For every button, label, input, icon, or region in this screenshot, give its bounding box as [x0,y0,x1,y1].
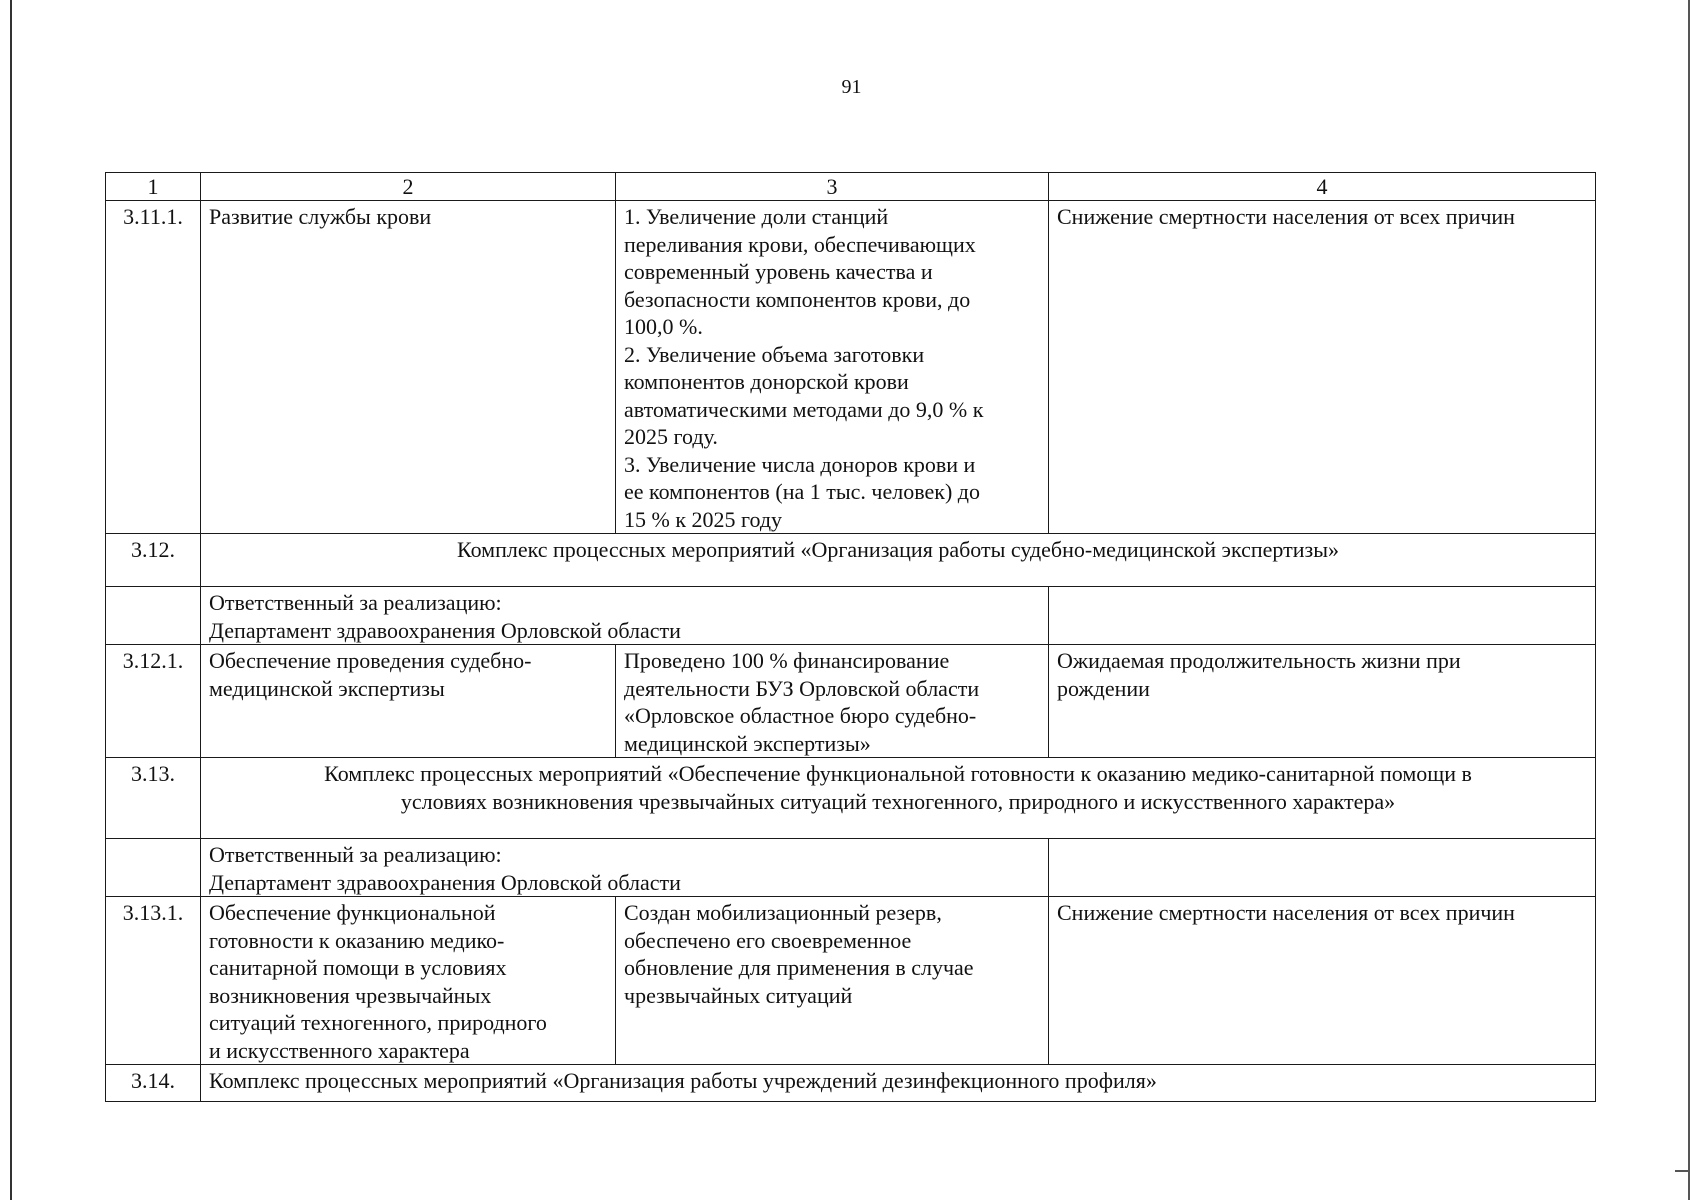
section-title: Комплекс процессных мероприятий «Организация работы судебно-медицинской экспертизы» [201,534,1596,587]
responsible-label: Ответственный за реализацию: [209,842,502,867]
column-number-4: 4 [1049,173,1596,201]
row-number: 3.13.1. [106,897,201,1065]
result-line: деятельности БУЗ Орловской области [624,675,980,701]
activity-line: санитарной помощи в условиях [209,955,507,980]
result-line: автоматическими методами до 9,0 % к [624,396,984,422]
scan-edge-bottom [1675,1170,1690,1172]
row-number: 3.13. [106,758,201,839]
empty-cell [1049,839,1596,897]
linked-indicator [1049,645,1596,758]
result-line: Создан мобилизационный резерв, [624,900,942,925]
row-number: 3.14. [106,1065,201,1102]
table-row-3-13-1 [106,897,1596,1065]
result-line: компонентов донорской крови [624,369,909,394]
activity-line: Обеспечение функциональной [209,900,496,925]
activity-line: готовности к оказанию медико- [209,927,505,953]
scan-edge-right [1688,0,1690,1200]
activity-name [201,645,616,758]
expected-results [616,645,1049,758]
responsible-row-3-13 [106,839,1596,897]
scan-edge-left [10,0,12,1200]
expected-results [616,201,1049,534]
result-line: 3. Увеличение числа доноров крови и [624,451,976,477]
activity-name: Развитие службы крови [201,201,616,534]
indicator-line: рождении [1057,675,1150,701]
result-line: обновление для применения в случае [624,955,974,980]
responsible-label: Ответственный за реализацию: [209,590,502,615]
column-number-1: 1 [106,173,201,201]
column-number-row [106,173,1596,201]
page-number: 91 [841,76,862,98]
column-number-3: 3 [616,173,1049,201]
row-number: 3.12. [106,534,201,587]
result-line: 1. Увеличение доли станций [624,204,889,229]
empty-number-cell [106,587,201,645]
activity-line: и искусственного характера [209,1037,470,1063]
program-table [105,172,1596,1102]
result-line: 2025 году. [624,424,718,449]
responsible-cell [201,839,1049,897]
table-row-3-12-1 [106,645,1596,758]
result-line: чрезвычайных ситуаций [624,982,853,1008]
result-line: переливания крови, обеспечивающих [624,231,976,257]
result-line: ее компонентов (на 1 тыс. человек) до [624,479,980,504]
activity-line: Обеспечение проведения судебно- [209,648,532,673]
row-number: 3.12.1. [106,645,201,758]
result-line: медицинской экспертизы» [624,730,871,756]
result-line: обеспечено его своевременное [624,927,912,953]
responsible-department: Департамент здравоохранения Орловской области [209,869,681,895]
activity-line: возникновения чрезвычайных [209,982,492,1008]
section-title [201,758,1596,839]
responsible-cell [201,587,1049,645]
result-line: современный уровень качества и [624,259,933,284]
result-line: «Орловское областное бюро судебно- [624,703,977,728]
result-line: 100,0 %. [624,314,703,339]
table-row-3-14 [106,1065,1596,1102]
column-number-2: 2 [201,173,616,201]
empty-number-cell [106,839,201,897]
linked-indicator: Снижение смертности населения от всех причин [1049,897,1596,1065]
section-title: Комплекс процессных мероприятий «Организация работы учреждений дезинфекционного профиля» [201,1065,1596,1102]
empty-cell [1049,587,1596,645]
result-line: безопасности компонентов крови, до [624,286,971,312]
section-title-line: условиях возникновения чрезвычайных ситуаций техногенного, природного и искусственного характера» [400,788,1396,814]
result-line: 2. Увеличение объема заготовки [624,341,925,367]
responsible-department: Департамент здравоохранения Орловской области [209,617,681,643]
table-row-3-12 [106,534,1596,587]
table-row-3-11-1 [106,201,1596,534]
result-line: 15 % к 2025 году [624,506,783,532]
activity-line: ситуаций техногенного, природного [209,1010,547,1035]
expected-results [616,897,1049,1065]
indicator-line: Ожидаемая продолжительность жизни при [1057,648,1461,673]
linked-indicator: Снижение смертности населения от всех причин [1049,201,1596,534]
activity-name [201,897,616,1065]
section-title-line: Комплекс процессных мероприятий «Обеспечение функциональной готовности к оказанию медико-санитарной помощи в [324,761,1472,786]
table-row-3-13 [106,758,1596,839]
row-number: 3.11.1. [106,201,201,534]
responsible-row-3-12 [106,587,1596,645]
activity-line: медицинской экспертизы [209,675,445,701]
result-line: Проведено 100 % финансирование [624,648,950,673]
